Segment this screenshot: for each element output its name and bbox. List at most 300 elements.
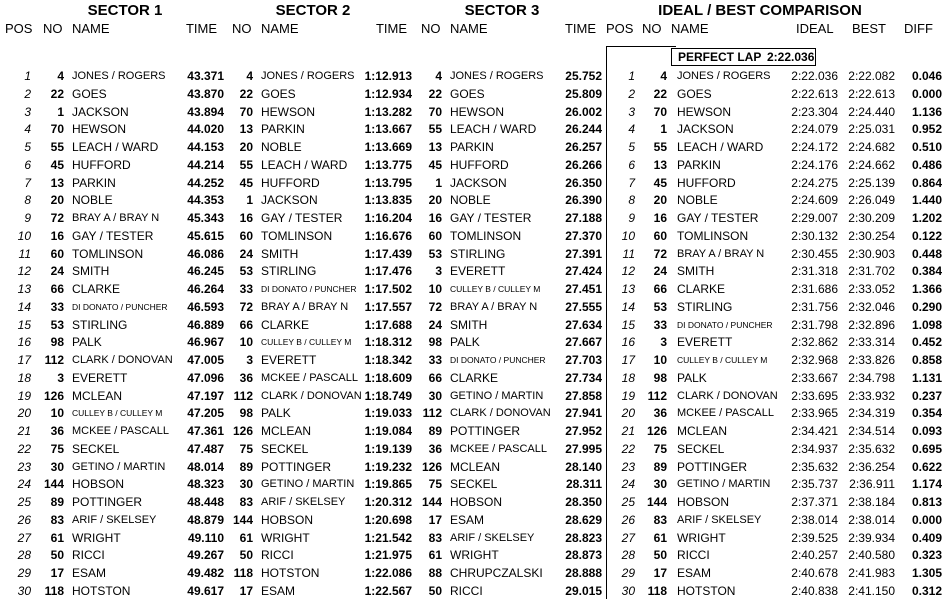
ideal-car-number: 61 [653,530,667,545]
s2-car-number: 144 [232,512,253,527]
s3-time: 28.350 [565,495,602,509]
best-time: 2:22.082 [848,69,895,83]
s1-name-header: NAME [72,21,110,36]
s1-driver-name: GETINO / MARTIN [72,460,166,473]
s1-car-number: 60 [50,246,64,261]
diff-time: 0.452 [911,335,942,350]
s1-time: 46.245 [187,264,224,279]
s3-time: 27.952 [565,424,602,438]
s1-pos: 27 [17,530,31,545]
s1-driver-name: HUFFORD [72,157,131,172]
s2-driver-name: NOBLE [261,140,302,154]
s1-time: 48.879 [187,512,224,527]
s3-time: 27.555 [565,299,602,314]
table-row [0,459,952,477]
ideal-car-number: 55 [653,140,667,154]
s1-pos: 12 [17,264,31,279]
s3-time: 26.350 [565,175,602,190]
perfect-lap-time: 2:22.036 [767,50,815,64]
ideal-driver-name: PARKIN [677,157,721,172]
s2-driver-name: GOES [261,86,296,101]
ideal-car-number: 89 [653,459,667,474]
ideal-driver-name: JACKSON [677,122,734,137]
ideal-driver-name: MCKEE / PASCALL [677,407,774,420]
s1-pos: 11 [18,246,31,261]
s3-driver-name: GETINO / MARTIN [450,389,544,402]
s3-driver-name: BRAY A / BRAY N [450,300,538,313]
s2-car-number: 33 [239,282,253,296]
s1-pos: 9 [24,211,31,225]
s2-name-header: NAME [261,21,299,36]
diff-time: 0.323 [911,548,942,563]
table-row [0,157,952,175]
s2-time: 1:12.934 [364,86,412,101]
s2-driver-name: WRIGHT [261,530,310,545]
ideal-time: 2:33.695 [791,388,838,403]
table-row [0,388,952,406]
ideal-pos: 20 [621,406,635,421]
ideal-driver-name: HEWSON [677,104,731,119]
ideal-pos: 4 [628,122,635,137]
s3-time: 25.809 [565,86,602,101]
diff-time: 1.136 [911,104,942,119]
s2-driver-name: GETINO / MARTIN [261,478,355,491]
s3-car-number: 20 [428,193,442,208]
ideal-pos: 30 [621,583,635,598]
s2-driver-name: ARIF / SKELSEY [261,496,346,508]
diff-time: 0.312 [911,583,942,598]
s3-time: 28.629 [565,512,602,527]
table-row [0,512,952,530]
diff-time: 1.098 [911,317,942,332]
s3-car-number: 72 [428,299,442,314]
s1-driver-name: HEWSON [72,122,126,137]
s3-time: 27.734 [565,370,602,385]
s1-time: 48.014 [187,459,224,474]
s3-driver-name: HEWSON [450,104,504,119]
best-time: 2:24.682 [848,140,895,154]
s3-time-header: TIME [564,21,596,36]
s1-driver-name: SMITH [72,264,110,279]
ideal-driver-name: BRAY A / BRAY N [677,247,765,260]
s1-pos: 17 [17,353,31,367]
best-time: 2:32.046 [848,299,895,314]
ideal-driver-name: DI DONATO / PUNCHER [677,319,773,330]
s3-time: 27.941 [565,406,602,421]
s3-driver-name: CLARKE [450,370,499,385]
ideal-time: 2:40.838 [791,583,838,598]
ideal-pos: 7 [628,175,635,190]
s1-time: 47.361 [187,424,224,438]
s3-time: 27.995 [565,441,602,456]
ideal-header: IDEAL [796,21,834,36]
diff-time: 0.354 [911,406,942,421]
ideal-no-header: NO [642,21,662,36]
table-row [0,334,952,352]
s1-time: 44.153 [187,140,224,154]
ideal-driver-name: CLARK / DONOVAN [677,389,778,402]
s3-driver-name: JONES / ROGERS [450,70,544,82]
s1-time: 47.197 [187,388,224,403]
ideal-best-title: IDEAL / BEST COMPARISON [658,2,862,19]
ideal-car-number: 10 [653,353,667,367]
s1-driver-name: ARIF / SKELSEY [72,513,157,526]
diff-time: 0.695 [911,441,942,456]
s3-driver-name: PARKIN [450,140,494,154]
s2-time: 1:17.688 [364,317,412,332]
s1-car-number: 1 [57,104,64,119]
ideal-time: 2:35.737 [791,477,838,492]
s2-driver-name: JONES / ROGERS [261,70,355,82]
ideal-car-number: 22 [653,86,667,101]
s2-driver-name: DI DONATO / PUNCHER [261,284,357,294]
s1-driver-name: BRAY A / BRAY N [72,212,160,224]
s3-time: 26.390 [565,193,602,208]
s3-driver-name: JACKSON [450,175,507,190]
s3-car-number: 3 [435,264,442,279]
s3-car-number: 10 [428,282,442,296]
ideal-driver-name: CULLEY B / CULLEY M [677,355,768,365]
s1-time: 44.353 [187,193,224,208]
s2-driver-name: HEWSON [261,104,315,119]
diff-time: 0.046 [911,69,942,83]
ideal-time: 2:35.632 [791,459,838,474]
ideal-driver-name: HOTSTON [677,583,736,598]
s3-car-number: 45 [428,157,442,172]
ideal-car-number: 4 [660,69,667,83]
s2-driver-name: HOTSTON [261,566,320,580]
s2-time: 1:21.542 [364,530,412,545]
diff-time: 0.237 [911,388,942,403]
s1-time: 44.214 [187,157,224,172]
s2-time: 1:19.033 [364,406,412,421]
s3-time: 28.311 [565,477,602,492]
s1-car-number: 4 [57,69,64,83]
ideal-time: 2:32.862 [791,335,838,350]
s2-driver-name: HUFFORD [261,175,320,190]
s3-car-number: 22 [428,86,442,101]
diff-time: 0.813 [911,495,942,509]
s3-car-number: 83 [428,530,442,545]
diff-time: 0.093 [911,424,942,438]
s2-time: 1:19.232 [364,459,412,474]
s1-time: 47.005 [187,353,224,367]
s1-car-number: 66 [50,282,64,296]
s1-no-header: NO [43,21,63,36]
table-row [0,583,952,601]
ideal-pos: 23 [621,459,635,474]
best-time: 2:33.932 [848,388,895,403]
s2-driver-name: LEACH / WARD [261,157,348,172]
s2-time-header: TIME [375,21,407,36]
s2-car-number: 112 [233,388,253,403]
best-time: 2:33.052 [848,282,895,296]
s2-car-number: 36 [239,370,253,385]
ideal-car-number: 98 [653,370,667,385]
s3-driver-name: GOES [450,86,485,101]
s3-time: 26.266 [565,157,602,172]
s3-driver-name: RICCI [450,583,483,598]
s2-time: 1:13.835 [364,193,412,208]
ideal-car-number: 70 [653,104,667,119]
s3-time: 29.015 [565,583,602,598]
s3-car-number: 61 [428,548,442,563]
perfect-lap-label: PERFECT LAP [678,50,762,64]
s2-car-number: 1 [246,193,253,208]
s2-driver-name: BRAY A / BRAY N [261,300,349,313]
s1-pos: 8 [24,193,31,208]
ideal-car-number: 1 [660,122,667,137]
s3-driver-name: CHRUPCZALSKI [450,566,543,580]
s1-driver-name: NOBLE [72,193,113,208]
best-time: 2:24.440 [848,104,895,119]
table-row [0,192,952,210]
best-time: 2:30.903 [848,246,895,261]
s1-pos: 20 [17,406,31,421]
ideal-car-number: 72 [653,246,667,261]
ideal-pos: 10 [621,228,635,243]
s2-time: 1:18.749 [364,388,412,403]
diff-time: 0.952 [911,122,942,137]
s3-time: 28.888 [565,566,602,580]
ideal-pos: 27 [621,530,635,545]
table-row [0,494,952,512]
s2-time: 1:17.557 [364,299,412,314]
s2-driver-name: JACKSON [261,193,318,208]
s2-car-number: 75 [239,441,253,456]
ideal-pos: 11 [622,246,635,261]
s2-car-number: 60 [239,228,253,243]
s1-time: 46.967 [187,335,224,350]
ideal-pos-header: POS [606,21,634,36]
s1-car-number: 144 [43,477,64,492]
s1-driver-name: WRIGHT [72,530,121,545]
ideal-car-number: 66 [653,282,667,296]
s2-time: 1:12.913 [364,69,412,83]
best-time: 2:31.702 [848,264,895,279]
s3-driver-name: HOBSON [450,495,503,509]
s3-car-number: 30 [428,388,442,403]
diff-time: 0.448 [911,246,942,261]
s1-driver-name: ESAM [72,566,107,580]
ideal-driver-name: NOBLE [677,193,718,208]
s2-driver-name: SMITH [261,246,299,261]
s2-car-number: 3 [246,353,253,367]
s3-driver-name: POTTINGER [450,424,521,438]
s2-driver-name: GAY / TESTER [261,211,343,225]
ideal-pos: 2 [628,86,635,101]
diff-time: 0.000 [911,512,942,527]
s3-car-number: 33 [428,353,442,367]
ideal-pos: 28 [621,548,635,563]
ideal-car-number: 60 [653,228,667,243]
ideal-time: 2:31.756 [791,299,838,314]
s1-pos: 22 [17,441,31,456]
s2-time: 1:19.139 [364,441,412,456]
ideal-time: 2:31.686 [791,282,838,296]
s3-time: 27.424 [565,264,602,279]
s3-car-number: 88 [428,566,442,580]
s1-pos: 4 [24,122,31,137]
s2-driver-name: CLARKE [261,317,310,332]
s2-car-number: 118 [233,566,253,580]
s2-driver-name: EVERETT [261,353,317,367]
ideal-time: 2:30.132 [791,228,838,243]
ideal-driver-name: WRIGHT [677,530,726,545]
s3-driver-name: CLARK / DONOVAN [450,407,551,420]
ideal-car-number: 45 [653,175,667,190]
s3-time: 27.370 [565,228,602,243]
s1-time: 47.205 [187,406,224,421]
s3-time: 27.858 [565,388,602,403]
s1-driver-name: CULLEY B / CULLEY M [72,408,163,419]
s3-driver-name: HUFFORD [450,157,509,172]
ideal-pos: 21 [621,424,635,438]
s1-driver-name: JACKSON [72,104,129,119]
ideal-car-number: 126 [646,424,667,438]
s2-time: 1:18.312 [364,335,412,350]
best-time: 2:41.150 [848,583,895,598]
table-row [0,121,952,139]
s1-time: 46.086 [187,246,224,261]
ideal-driver-name: TOMLINSON [677,228,749,243]
s2-car-number: 45 [239,175,253,190]
best-time: 2:34.514 [848,424,895,438]
s1-car-number: 45 [50,157,64,172]
ideal-pos: 1 [628,69,635,83]
ideal-time: 2:24.609 [791,193,838,208]
s3-time: 27.634 [565,317,602,332]
ideal-car-number: 17 [653,566,667,580]
s3-driver-name: TOMLINSON [450,228,522,243]
s3-time: 27.391 [565,246,602,261]
sector2-title: SECTOR 2 [275,2,351,19]
diff-time: 0.122 [911,228,942,243]
s2-time: 1:22.567 [364,583,412,598]
s1-time: 47.096 [187,370,224,385]
s2-time: 1:20.312 [364,495,412,509]
s2-time: 1:18.609 [364,370,412,385]
ideal-car-number: 30 [653,477,667,492]
s1-pos: 16 [17,335,31,350]
s2-car-number: 16 [239,211,253,225]
s1-driver-name: RICCI [72,548,105,563]
s2-time: 1:13.667 [364,122,412,137]
s2-car-number: 30 [239,477,253,492]
s1-driver-name: CLARKE [72,282,121,296]
best-time: 2:22.613 [848,86,895,101]
s1-time: 45.615 [187,228,224,243]
ideal-driver-name: HUFFORD [677,175,736,190]
ideal-driver-name: LEACH / WARD [677,140,764,154]
ideal-car-number: 75 [653,441,667,456]
s3-driver-name: SMITH [450,317,488,332]
s2-time: 1:13.795 [364,175,412,190]
s1-car-number: 36 [50,424,64,438]
s2-time: 1:21.975 [364,548,412,563]
s1-car-number: 126 [43,388,64,403]
s1-car-number: 30 [50,459,64,474]
ideal-time: 2:24.176 [791,157,838,172]
table-row [0,104,952,122]
s2-driver-name: MCKEE / PASCALL [261,371,358,384]
s1-time: 47.487 [187,441,224,456]
s3-car-number: 144 [421,495,442,509]
s1-time: 46.593 [187,299,224,314]
s3-car-number: 17 [428,512,442,527]
ideal-pos: 22 [621,441,635,456]
s1-time: 49.482 [187,566,224,580]
table-row [0,530,952,548]
best-time: 2:26.049 [848,193,895,208]
s3-car-number: 50 [428,583,442,598]
s3-driver-name: SECKEL [450,477,498,492]
ideal-pos: 24 [621,477,635,492]
s3-time: 26.002 [565,104,602,119]
s1-driver-name: POTTINGER [72,495,143,509]
s1-pos: 1 [24,69,31,83]
best-time: 2:32.896 [848,317,895,332]
s1-car-number: 89 [50,495,64,509]
ideal-car-number: 3 [660,335,667,350]
s1-driver-name: CLARK / DONOVAN [72,354,173,366]
s2-car-number: 55 [239,157,253,172]
s2-no-header: NO [232,21,252,36]
table-row [0,423,952,441]
best-time: 2:33.826 [848,353,895,367]
best-time: 2:25.031 [848,122,895,137]
s2-car-number: 98 [239,406,253,421]
s2-driver-name: POTTINGER [261,459,332,474]
s3-car-number: 60 [428,228,442,243]
ideal-name-header: NAME [671,21,709,36]
s1-pos: 26 [17,512,31,527]
ideal-driver-name: JONES / ROGERS [677,70,771,82]
table-row [0,246,952,264]
s3-driver-name: GAY / TESTER [450,211,532,225]
ideal-car-number: 16 [653,211,667,225]
ideal-car-number: 83 [653,512,667,527]
ideal-time: 2:29.007 [791,211,838,225]
s2-car-number: 24 [239,246,253,261]
s1-time: 45.343 [187,211,224,225]
s1-driver-name: MCKEE / PASCALL [72,425,169,437]
s1-time: 49.110 [187,530,224,545]
s1-pos: 18 [17,370,31,385]
table-row [0,68,952,86]
ideal-driver-name: HOBSON [677,495,730,509]
s1-pos: 30 [17,583,31,598]
s2-time: 1:20.698 [364,512,412,527]
diff-time: 0.290 [911,299,942,314]
table-row [0,139,952,157]
s2-car-number: 83 [239,495,253,509]
s3-time: 28.823 [565,530,602,545]
s1-car-number: 61 [50,530,64,545]
s1-car-number: 22 [50,86,64,101]
ideal-time: 2:34.937 [791,441,838,456]
s2-driver-name: RICCI [261,548,294,563]
best-time: 2:25.139 [848,175,895,190]
ideal-pos: 15 [621,317,635,332]
s2-time: 1:19.865 [364,477,412,492]
s3-name-header: NAME [450,21,488,36]
s1-pos: 19 [17,388,31,403]
s1-driver-name: DI DONATO / PUNCHER [72,301,168,312]
s1-pos: 21 [17,424,31,438]
best-time: 2:41.983 [848,566,895,580]
s1-driver-name: SECKEL [72,441,120,456]
